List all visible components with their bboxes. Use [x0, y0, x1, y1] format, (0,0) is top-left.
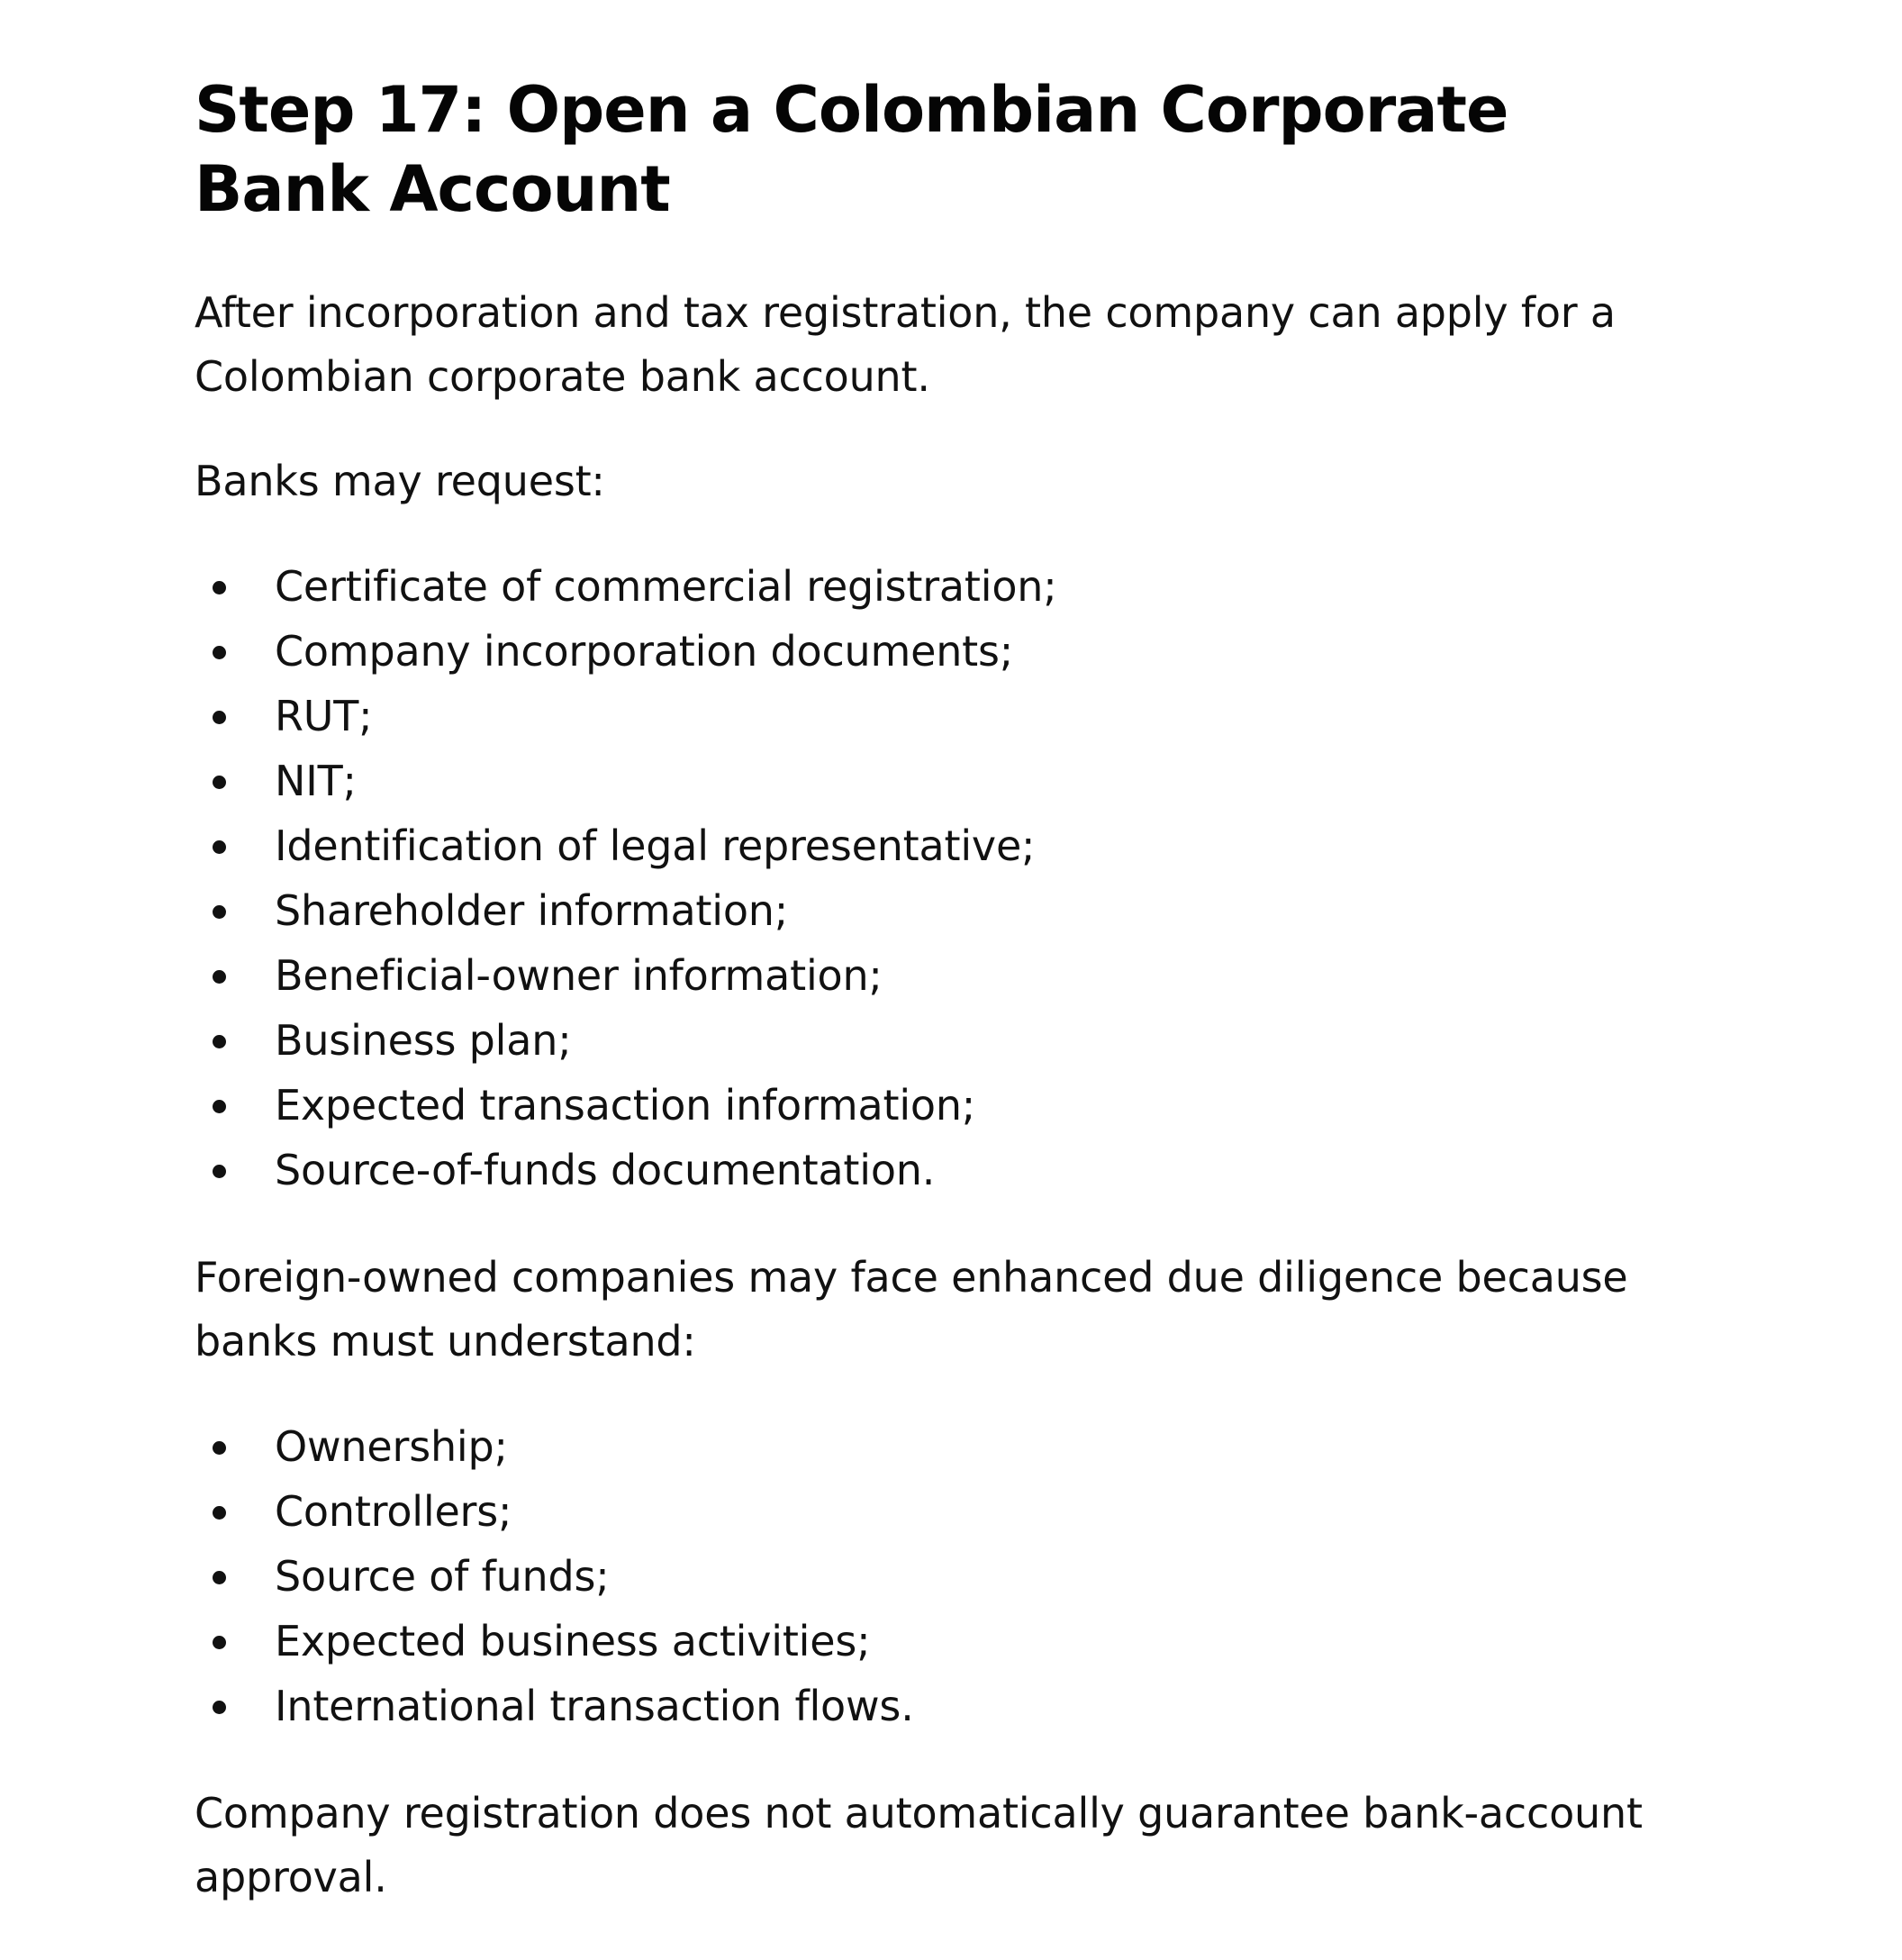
bank-request-lead: Banks may request: [195, 457, 605, 505]
list-item: Source of funds; [195, 1544, 1680, 1609]
list-item: Identification of legal representative; [195, 813, 1680, 878]
list-item: Beneficial-owner information; [195, 943, 1680, 1008]
list-item: NIT; [195, 749, 1680, 813]
list-item: Source-of-funds documentation. [195, 1138, 1680, 1202]
list-item: Ownership; [195, 1414, 1680, 1479]
list-item: Business plan; [195, 1008, 1680, 1073]
closing-paragraph: Company registration does not automatically guarantee bank-account approval. [195, 1789, 1643, 1901]
list-item: Expected transaction information; [195, 1073, 1680, 1138]
due-diligence-paragraph: Foreign-owned companies may face enhanced due diligence because banks must understand: [195, 1253, 1628, 1366]
list-item: Certificate of commercial registration; [195, 554, 1680, 619]
list-item: RUT; [195, 684, 1680, 749]
due-diligence-list [195, 1414, 1680, 1738]
list-item: Expected business activities; [195, 1609, 1680, 1674]
bank-requirements-list [195, 554, 1680, 1202]
intro-paragraph: After incorporation and tax registration, the company can apply for a Colombian corporate bank account. [195, 288, 1616, 401]
page-title: Step 17: Open a Colombian Corporate Bank Account [195, 73, 1508, 226]
list-item: Controllers; [195, 1479, 1680, 1544]
list-item: Company incorporation documents; [195, 619, 1680, 684]
document-content [195, 70, 1680, 1910]
list-item: International transaction flows. [195, 1674, 1680, 1738]
list-item: Shareholder information; [195, 878, 1680, 943]
